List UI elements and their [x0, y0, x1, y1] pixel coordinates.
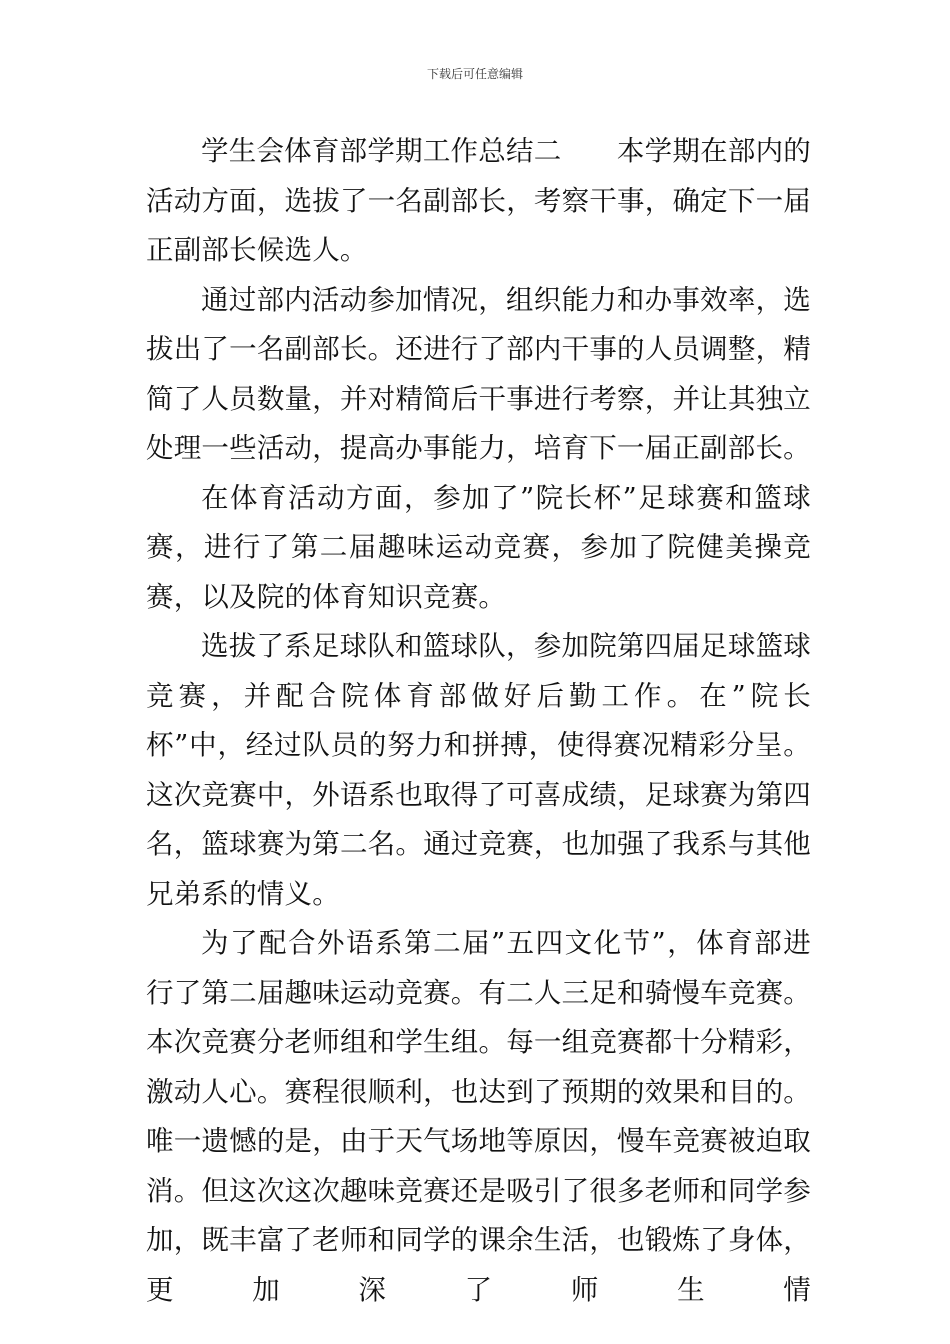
paragraph: 为了配合外语系第二届”五四文化节”，体育部进行了第二届趣味运动竞赛。有二人三足和骑慢车竞赛。本次竞赛分老师组和学生组。每一组竞赛都十分精彩，激动人心。赛程很顺利，也达到了预期的效果和目的。唯一遗憾的是，由于天气场地等原因，慢车竞赛被迫取消。但这次这次趣味竞赛还是吸引了很多老师和同学参加，既丰富了老师和同学的课余生活，也锻炼了身体，更加深了师生情: [146, 927, 811, 1306]
paragraph: 学生会体育部学期工作总结二 本学期在部内的活动方面，选拔了一名副部长，考察干事，确定下一届正副部长候选人。: [146, 135, 811, 266]
paragraph: 选拔了系足球队和篮球队，参加院第四届足球篮球竞赛，并配合院体育部做好后勤工作。在”院长杯”中，经过队员的努力和拼搏，使得赛况精彩分呈。这次竞赛中，外语系也取得了可喜成绩，足球赛为第四名，篮球赛为第二名。通过竞赛，也加强了我系与其他兄弟系的情义。: [146, 630, 811, 910]
paragraph: 在体育活动方面，参加了”院长杯”足球赛和篮球赛，进行了第二届趣味运动竞赛，参加了院健美操竞赛，以及院的体育知识竞赛。: [146, 481, 811, 613]
header-note: 下载后可任意编辑: [426, 67, 523, 81]
document-body: [146, 127, 811, 1315]
paragraph: 通过部内活动参加情况，组织能力和办事效率，选拔出了一名副部长。还进行了部内干事的人员调整，精简了人员数量，并对精简后干事进行考察，并让其独立处理一些活动，提高办事能力，培育下一届正副部长。: [146, 283, 811, 464]
